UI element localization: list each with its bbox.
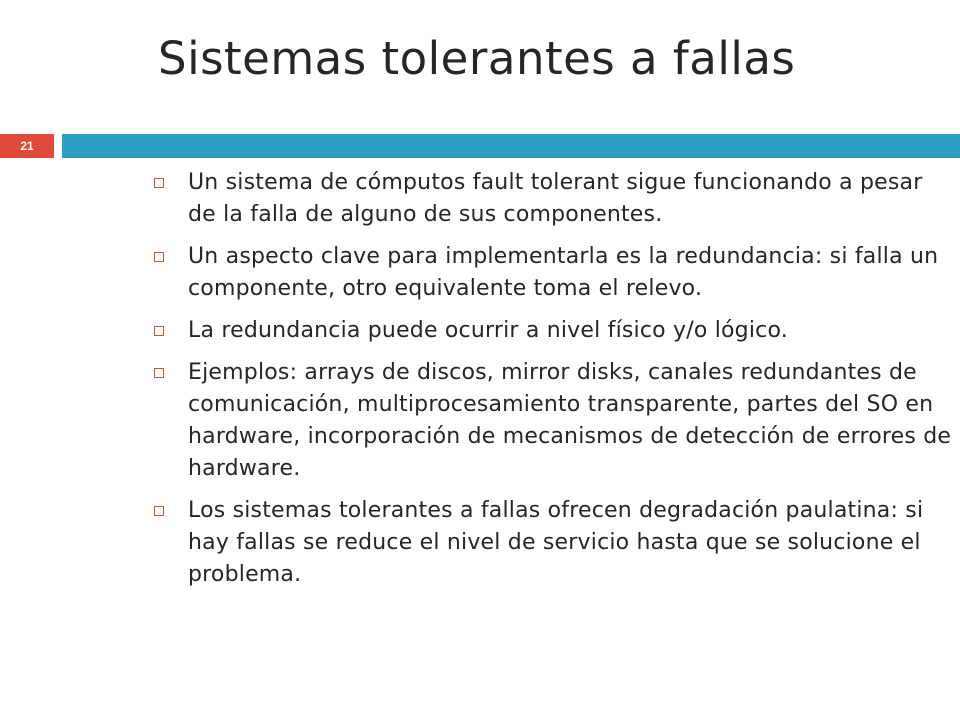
bullet-item — [154, 241, 954, 305]
bullet-text: Ejemplos: arrays de discos, mirror disks, canales redundantes de comunicación, multiprocesamiento transparente, partes del SO en hardware, incorporación de mecanismos de detección de errores de hardware. — [188, 360, 952, 481]
square-bullet-icon — [154, 178, 164, 188]
square-bullet-icon — [154, 252, 164, 262]
square-bullet-icon — [154, 506, 164, 516]
square-bullet-icon — [154, 368, 164, 378]
slide-number-badge: 21 — [0, 134, 54, 158]
bullet-item — [154, 495, 954, 591]
bullet-text: Los sistemas tolerantes a fallas ofrecen degradación paulatina: si hay fallas se reduce el nivel de servicio hasta que se solucione el problema. — [188, 498, 924, 587]
title-divider-bar — [62, 134, 960, 158]
slide-title: Sistemas tolerantes a fallas — [158, 32, 796, 85]
bullet-item — [154, 357, 954, 485]
bullet-list — [154, 167, 954, 601]
bullet-text: Un aspecto clave para implementarla es la redundancia: si falla un componente, otro equivalente toma el relevo. — [188, 244, 939, 301]
square-bullet-icon — [154, 326, 164, 336]
bullet-item — [154, 167, 954, 231]
bullet-item — [154, 315, 954, 347]
bullet-text: Un sistema de cómputos fault tolerant sigue funcionando a pesar de la falla de alguno de sus componentes. — [188, 170, 923, 227]
bullet-text: La redundancia puede ocurrir a nivel físico y/o lógico. — [188, 318, 788, 343]
